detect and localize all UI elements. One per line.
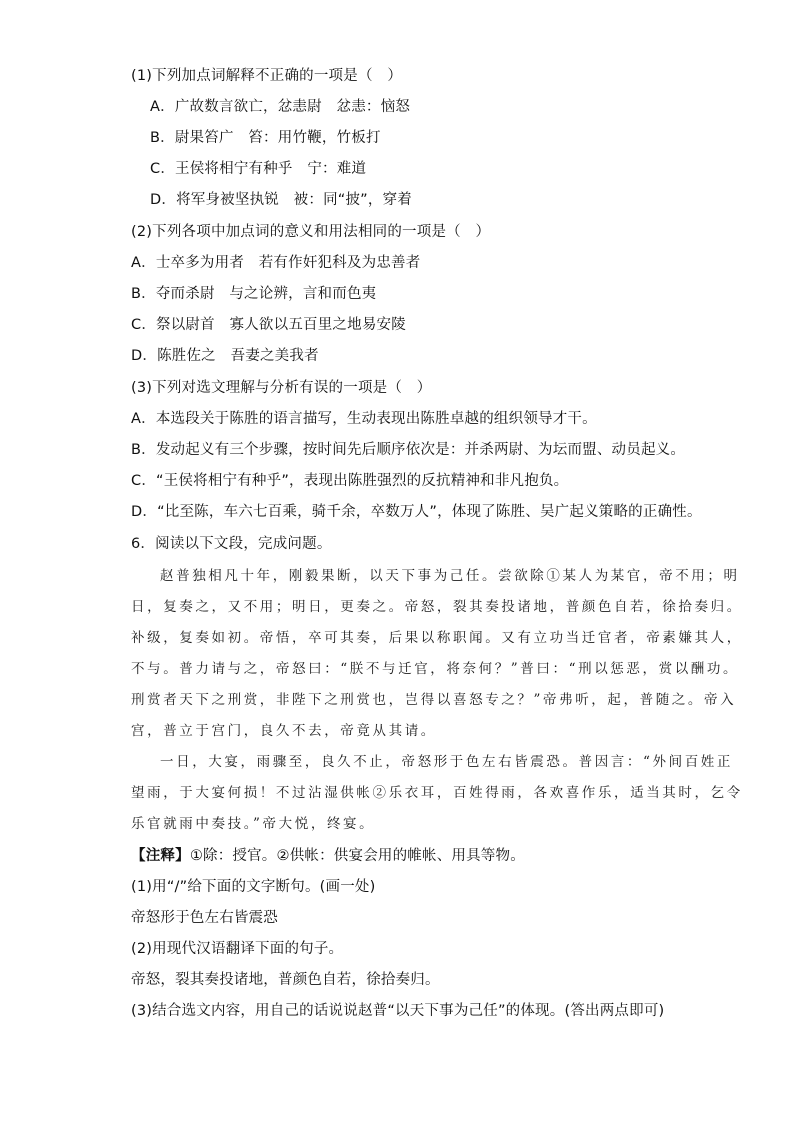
q1-option-c: C．王侯将相宁有种乎 宁：难道: [150, 161, 367, 177]
passage-line: 宫，普立于宫门，良久不去，帝竟从其请。: [131, 723, 437, 739]
q2-stem: (2)下列各项中加点词的意义和用法相同的一项是（ ）: [131, 224, 491, 240]
q2-option-d: D．陈胜佐之 吾妻之美我者: [131, 348, 319, 364]
q1-option-b: B．尉果笞广 笞：用竹鞭，竹板打: [150, 130, 381, 146]
q6-title: 6．阅读以下文段，完成问题。: [131, 536, 332, 552]
passage-line: 不与。普力请与之，帝怒曰：“朕不与迁官，将奈何？”普曰：“刑以惩恶，赏以酬功。: [131, 661, 740, 677]
passage-line: 赵普独相凡十年，刚毅果断，以天下事为己任。尝欲除①某人为某官，帝不用；明: [160, 568, 740, 584]
q3-option-a: A．本选段关于陈胜的语言描写，生动表现出陈胜卓越的组织领导才干。: [131, 411, 597, 427]
annotation-text: ①除：授官。②供帐：供宴会用的帷帐、用具等物。: [189, 848, 525, 864]
q3-option-b: B．发动起义有三个步骤，按时间先后顺序依次是：并杀两尉、为坛而盟、动员起义。: [131, 442, 686, 458]
q6-sub-3: (3)结合选文内容，用自己的话说说赵普“以天下事为己任”的体现。(答出两点即可): [131, 1003, 665, 1019]
q3-option-c: C．“王侯将相宁有种乎”，表现出陈胜强烈的反抗精神和非凡抱负。: [131, 473, 569, 489]
q1-stem: (1)下列加点词解释不正确的一项是（ ）: [131, 68, 403, 84]
q2-option-b: B．夺而杀尉 与之论辨，言和而色夷: [131, 286, 377, 302]
passage-line: 乐官就雨中奏技。”帝大悦，终宴。: [131, 816, 376, 832]
q1-option-d: D．将军身被坚执锐 被：同“披”，穿着: [150, 192, 412, 208]
q1-option-a: A．广故数言欲亡，忿恚尉 忿恚：恼怒: [150, 99, 411, 115]
annotation: [131, 846, 525, 866]
q2-option-c: C．祭以尉首 寡人欲以五百里之地易安陵: [131, 317, 406, 333]
q6-sub-1-text: 帝怒形于色左右皆震恐: [131, 910, 278, 926]
passage-line: 补级，复奏如初。帝悟，卒可其奏，后果以称职闻。又有立功当迁官者，帝素嫌其人，: [131, 630, 743, 646]
passage-line: 望雨，于大宴何损！不过沾湿供帐②乐衣耳，百姓得雨，各欢喜作乐，适当其时，乞令: [131, 785, 743, 801]
annotation-label: 【注释】: [131, 848, 190, 864]
passage-line: 刑赏者天下之刑赏，非陛下之刑赏也，岂得以喜怒专之？”帝弗听，起，普随之。帝入: [131, 692, 737, 708]
q2-option-a: A．士卒多为用者 若有作奸犯科及为忠善者: [131, 255, 421, 271]
passage-line: 日，复奏之，又不用；明日，更奏之。帝怒，裂其奏投诸地，普颜色自若，徐拾奏归。: [131, 599, 743, 615]
q6-sub-2-text: 帝怒，裂其奏投诸地，普颜色自若，徐拾奏归。: [131, 972, 440, 988]
q6-sub-1: (1)用“/”给下面的文字断句。(画一处): [131, 879, 376, 895]
q3-option-d: D．“比至陈，车六七百乘，骑千余，卒数万人”，体现了陈胜、吴广起义策略的正确性。: [131, 504, 702, 520]
passage-line: 一日，大宴，雨骤至，良久不止，帝怒形于色左右皆震恐。普因言：“外间百姓正: [160, 754, 734, 770]
q6-sub-2: (2)用现代汉语翻译下面的句子。: [131, 941, 344, 957]
q3-stem: (3)下列对选文理解与分析有误的一项是（ ）: [131, 380, 432, 396]
